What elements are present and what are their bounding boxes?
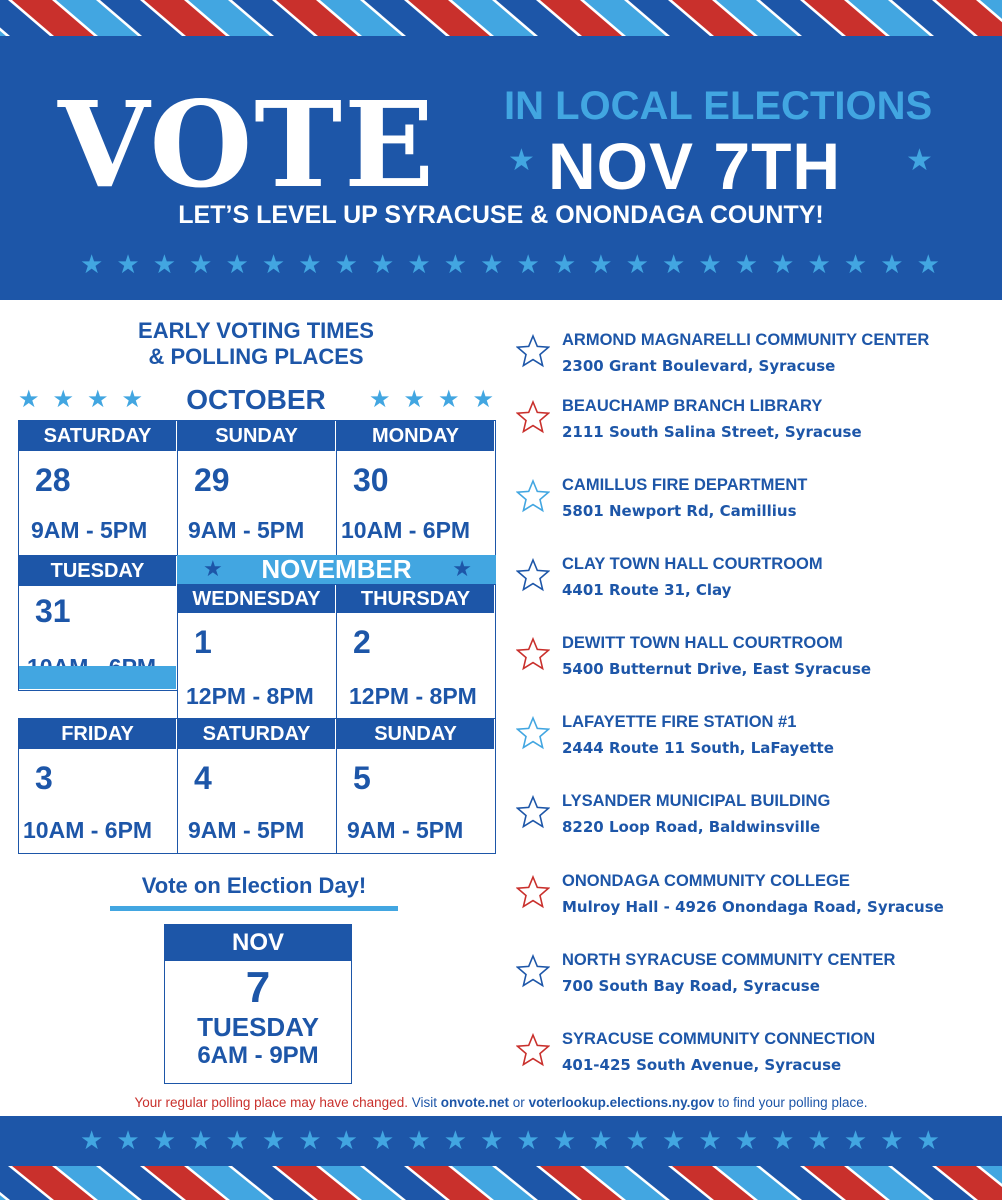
- early-voting-title-line1: EARLY VOTING TIMES: [138, 318, 374, 343]
- polling-place-address: 401-425 South Avenue, Syracuse: [562, 1056, 842, 1074]
- calendar-day-cell: [18, 555, 178, 691]
- star-group: [18, 388, 143, 412]
- star-outline-icon: [516, 334, 550, 368]
- star-outline-icon: [516, 479, 550, 513]
- day-number: 1: [194, 624, 212, 660]
- find-text: to find your polling place.: [718, 1095, 868, 1110]
- weekday-header: SUNDAY: [337, 719, 494, 749]
- calendar-day-cell: [336, 584, 496, 719]
- footer-star-row: [80, 1126, 940, 1154]
- star-group: [369, 388, 494, 412]
- star-icon: ★: [516, 1125, 540, 1155]
- calendar-day-cell: [336, 420, 496, 556]
- visit-text: Visit: [411, 1095, 437, 1110]
- star-icon: ★: [152, 249, 177, 279]
- polling-place-address: 5801 Newport Rd, Camillius: [562, 502, 797, 520]
- top-stripe-border: [0, 0, 1002, 36]
- polling-place-item: [516, 946, 996, 1006]
- star-icon: ★: [189, 249, 213, 279]
- weekday-header: SATURDAY: [19, 421, 176, 451]
- star-icon: ★: [843, 249, 868, 279]
- star-outline-icon: [516, 875, 550, 909]
- star-icon: ★: [698, 1125, 722, 1155]
- polling-place-address: 2300 Grant Boulevard, Syracuse: [562, 357, 836, 375]
- day-number: 4: [194, 760, 212, 796]
- star-icon: ★: [437, 386, 460, 413]
- star-icon: ★: [121, 386, 144, 413]
- election-day-number: 7: [245, 963, 271, 1012]
- polling-place-address: 8220 Loop Road, Baldwinsville: [562, 818, 821, 836]
- star-icon: ★: [771, 249, 795, 279]
- election-hours: 6AM - 9PM: [197, 1042, 319, 1069]
- polling-place-address: 5400 Butternut Drive, East Syracuse: [562, 660, 872, 678]
- star-icon: ★: [662, 249, 686, 279]
- calendar-day-cell: [18, 420, 178, 556]
- weekday-header: THURSDAY: [337, 585, 494, 613]
- early-voting-title-line2: & POLLING PLACES: [148, 344, 364, 369]
- star-icon: ★: [480, 1125, 504, 1155]
- divider: [110, 906, 398, 911]
- star-icon: ★: [334, 249, 358, 279]
- star-outline-icon: [516, 400, 550, 434]
- polling-place-name: BEAUCHAMP BRANCH LIBRARY: [562, 397, 823, 415]
- star-icon: ★: [552, 249, 577, 279]
- polling-place-name: LYSANDER MUNICIPAL BUILDING: [562, 792, 831, 810]
- star-icon: ★: [371, 1125, 395, 1155]
- star-icon: ★: [480, 249, 504, 279]
- weekday-header: MONDAY: [337, 421, 494, 451]
- footer-band: [0, 1116, 1002, 1166]
- vote-heading: VOTE: [58, 75, 437, 214]
- star-icon: ★: [189, 1125, 213, 1155]
- voting-hours: 10AM - 6PM: [341, 517, 471, 543]
- star-icon: ★: [906, 144, 933, 177]
- star-icon: ★: [552, 1125, 577, 1155]
- polling-place-item: [516, 787, 996, 847]
- star-icon: ★: [843, 1125, 868, 1155]
- november-heading-bar: [177, 555, 496, 585]
- star-icon: ★: [368, 386, 391, 413]
- star-icon: ★: [516, 249, 540, 279]
- weekday-header: SUNDAY: [178, 421, 335, 451]
- star-icon: ★: [734, 249, 759, 279]
- polling-place-name: CLAY TOWN HALL COURTROOM: [562, 555, 823, 573]
- voterlookup-link[interactable]: voterlookup.elections.ny.gov: [528, 1095, 715, 1110]
- star-icon: ★: [407, 1125, 431, 1155]
- day-number: 3: [35, 760, 53, 796]
- header-banner: [0, 36, 1002, 300]
- early-voting-title: [18, 318, 494, 370]
- star-icon: ★: [698, 249, 722, 279]
- star-icon: ★: [261, 249, 286, 279]
- star-icon: ★: [334, 1125, 358, 1155]
- star-icon: ★: [662, 1125, 686, 1155]
- tagline: LET’S LEVEL UP SYRACUSE & ONONDAGA COUNTY!: [178, 201, 824, 229]
- blank-fill: [19, 666, 176, 689]
- polling-place-name: ARMOND MAGNARELLI COMMUNITY CENTER: [562, 331, 930, 349]
- star-outline-icon: [516, 795, 550, 829]
- polling-place-address: 4401 Route 31, Clay: [562, 581, 732, 599]
- voting-hours: 9AM - 5PM: [188, 817, 305, 843]
- election-month: NOV: [165, 925, 351, 961]
- star-icon: ★: [807, 1125, 831, 1155]
- voting-hours: 9AM - 5PM: [188, 517, 305, 543]
- star-icon: ★: [508, 144, 535, 177]
- star-icon: ★: [625, 249, 649, 279]
- day-number: 30: [353, 462, 389, 498]
- calendar-day-cell: [18, 718, 178, 854]
- polling-place-address: Mulroy Hall - 4926 Onondaga Road, Syracuse: [562, 898, 944, 916]
- star-icon: ★: [87, 386, 109, 413]
- polling-place-item: [516, 1025, 996, 1085]
- star-icon: ★: [589, 1125, 613, 1155]
- star-icon: ★: [807, 249, 831, 279]
- star-icon: ★: [18, 386, 40, 413]
- day-number: 31: [35, 593, 71, 629]
- polling-place-item: [516, 867, 996, 927]
- weekday-header: TUESDAY: [19, 556, 176, 586]
- polling-place-note: [0, 1094, 1002, 1112]
- election-day-label: Vote on Election Day!: [141, 873, 367, 898]
- star-icon: ★: [225, 249, 249, 279]
- voting-hours: 12PM - 8PM: [349, 683, 477, 709]
- star-outline-icon: [516, 954, 550, 988]
- star-icon: ★: [916, 1125, 940, 1155]
- star-icon: ★: [261, 1125, 286, 1155]
- star-icon: ★: [298, 249, 322, 279]
- polling-place-item: [516, 708, 996, 768]
- day-number: 2: [353, 624, 371, 660]
- polling-place-item: [516, 629, 996, 689]
- star-outline-icon: [516, 1033, 550, 1067]
- star-icon: ★: [880, 1125, 904, 1155]
- calendar-day-cell: [177, 718, 337, 854]
- star-icon: ★: [116, 1125, 140, 1155]
- star-icon: ★: [472, 386, 494, 413]
- voting-hours: 10AM - 6PM: [23, 817, 153, 843]
- star-icon: ★: [203, 556, 223, 581]
- voting-hours: 9AM - 5PM: [31, 517, 148, 543]
- voting-hours: 9AM - 5PM: [347, 817, 464, 843]
- star-icon: ★: [116, 249, 140, 279]
- polling-place-address: 700 South Bay Road, Syracuse: [562, 977, 820, 995]
- polling-place-name: LAFAYETTE FIRE STATION #1: [562, 713, 797, 731]
- polling-place-name: DEWITT TOWN HALL COURTROOM: [562, 634, 843, 652]
- election-day-calendar: [164, 924, 352, 1084]
- november-label: NOVEMBER: [261, 554, 412, 584]
- star-icon: ★: [625, 1125, 649, 1155]
- polling-place-name: CAMILLUS FIRE DEPARTMENT: [562, 476, 808, 494]
- star-outline-icon: [516, 716, 550, 750]
- star-icon: ★: [443, 1125, 468, 1155]
- banner-star-row: [80, 250, 940, 278]
- polling-place-address: 2111 South Salina Street, Syracuse: [562, 423, 862, 441]
- october-heading-row: [18, 384, 494, 416]
- polling-place-item: [516, 550, 996, 610]
- weekday-header: FRIDAY: [19, 719, 176, 749]
- star-icon: ★: [771, 1125, 795, 1155]
- star-icon: ★: [52, 386, 75, 413]
- election-date-heading: NOV 7TH: [548, 129, 842, 203]
- star-icon: ★: [225, 1125, 249, 1155]
- calendar-day-cell: [336, 718, 496, 854]
- voting-hours: 12PM - 8PM: [186, 683, 314, 709]
- or-text: or: [512, 1095, 525, 1110]
- election-weekday: TUESDAY: [197, 1012, 319, 1042]
- polling-place-address: 2444 Route 11 South, LaFayette: [562, 739, 834, 757]
- weekday-header: SATURDAY: [178, 719, 335, 749]
- polling-warning: Your regular polling place may have changed.: [134, 1095, 408, 1110]
- star-icon: ★: [443, 249, 468, 279]
- day-number: 29: [194, 462, 230, 498]
- polling-place-name: ONONDAGA COMMUNITY COLLEGE: [562, 872, 850, 890]
- star-icon: ★: [298, 1125, 322, 1155]
- local-elections-subtitle: IN LOCAL ELECTIONS: [504, 84, 933, 128]
- star-icon: ★: [80, 1125, 104, 1155]
- star-icon: ★: [452, 556, 472, 581]
- early-voting-calendar: [18, 420, 496, 854]
- weekday-header: WEDNESDAY: [178, 585, 335, 613]
- star-icon: ★: [152, 1125, 177, 1155]
- star-icon: ★: [734, 1125, 759, 1155]
- calendar-day-cell: [177, 420, 337, 556]
- calendar-day-cell: [177, 584, 337, 719]
- star-icon: ★: [403, 386, 425, 413]
- star-outline-icon: [516, 558, 550, 592]
- day-number: 28: [35, 462, 71, 498]
- day-number: 5: [353, 760, 371, 796]
- star-outline-icon: [516, 637, 550, 671]
- star-icon: ★: [371, 249, 395, 279]
- polling-place-name: SYRACUSE COMMUNITY CONNECTION: [562, 1030, 876, 1048]
- polling-place-item: [516, 392, 996, 452]
- polling-place-item: [516, 471, 996, 531]
- polling-place-item: [516, 326, 996, 386]
- star-icon: ★: [80, 249, 104, 279]
- october-label: OCTOBER: [186, 384, 326, 415]
- onvote-link[interactable]: onvote.net: [440, 1095, 510, 1110]
- star-icon: ★: [916, 249, 940, 279]
- star-icon: ★: [880, 249, 904, 279]
- polling-place-name: NORTH SYRACUSE COMMUNITY CENTER: [562, 951, 896, 969]
- bottom-stripe-border: [0, 1166, 1002, 1200]
- star-icon: ★: [589, 249, 613, 279]
- star-icon: ★: [407, 249, 431, 279]
